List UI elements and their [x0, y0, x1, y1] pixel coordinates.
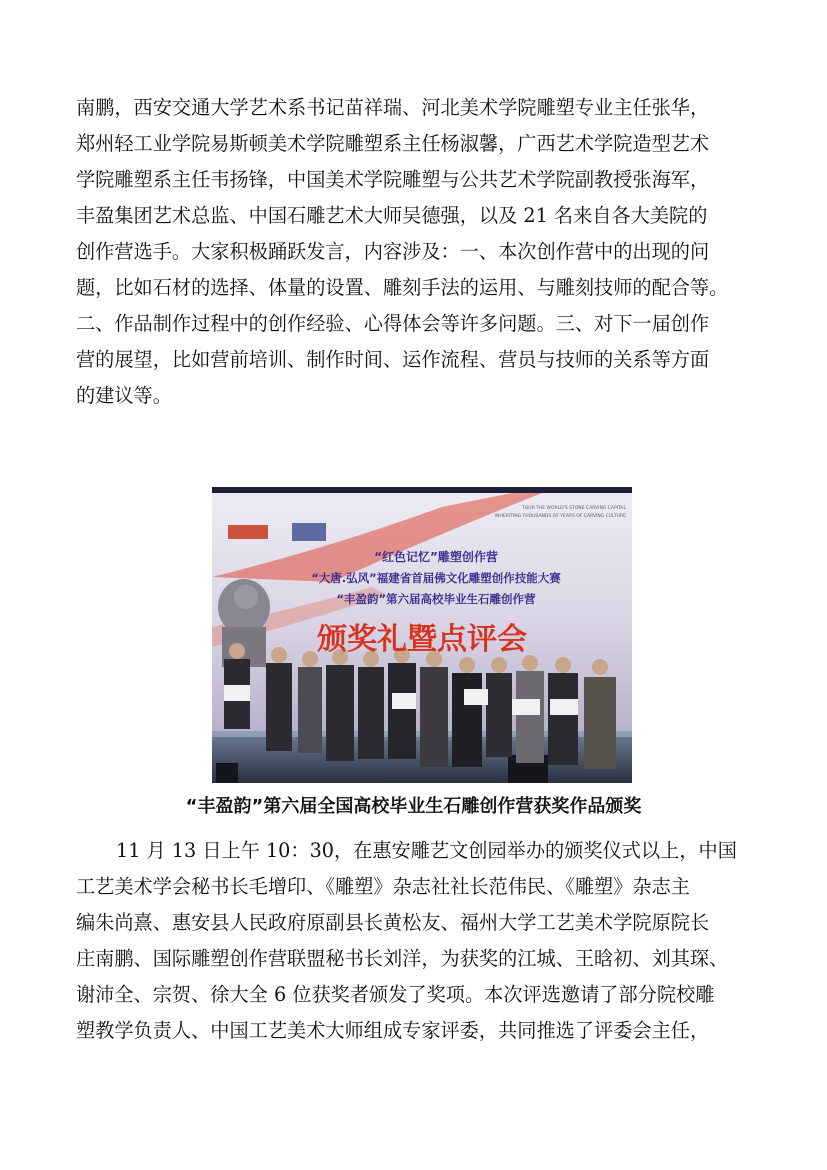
banner-title: 颁奖礼暨点评会 — [317, 622, 527, 657]
text-line: 编朱尚熹、惠安县人民政府原副县长黄松友、福州大学工艺美术学院原院长 — [76, 911, 710, 934]
banner-line3: “丰盈韵”第六届高校毕业生石雕创作营 — [336, 592, 536, 606]
text-line: 工艺美术学会秘书长毛增印、《雕塑》杂志社社长范伟民、《雕塑》杂志主 — [76, 875, 690, 898]
text-line: 丰盈集团艺术总监、中国石雕艺术大师吴德强，以及 21 名来自各大美院的 — [76, 204, 708, 227]
award-ceremony-photo — [212, 487, 632, 783]
logo-left-icon — [228, 525, 268, 539]
text-line: 郑州轻工业学院易斯顿美术学院雕塑系主任杨淑馨，广西艺术学院造型艺术 — [76, 132, 710, 155]
banner-line2: “大唐.弘风”福建省首届佛文化雕塑创作技能大赛 — [311, 571, 561, 585]
text-line: 营的展望，比如营前培训、制作时间、运作流程、营员与技师的关系等方面 — [76, 348, 710, 371]
text-line: 塑教学负责人、中国工艺美术大师组成专家评委，共同推选了评委会主任， — [76, 1019, 710, 1042]
text-line: 学院雕塑系主任韦扬锋，中国美术学院雕塑与公共艺术学院副教授张海军， — [76, 168, 710, 191]
text-line: 庄南鹏、国际雕塑创作营联盟秘书长刘洋，为获奖的江城、王晗初、刘其琛、 — [76, 947, 729, 970]
text-line: 题，比如石材的选择、体量的设置、雕刻手法的运用、与雕刻技师的配合等。 — [76, 276, 729, 299]
text-line: 创作营选手。大家积极踊跃发言，内容涉及：一、本次创作营中的出现的问 — [76, 240, 710, 263]
paragraph-award — [76, 833, 752, 1049]
text-line: 南鹏，西安交通大学艺术系书记苗祥瑞、河北美术学院雕塑专业主任张华， — [76, 96, 710, 119]
english-line2: INHERITING THOUSANDS OF YEARS OF CARVING CULTURE — [494, 514, 626, 519]
paragraph-discussion — [76, 90, 752, 414]
text-line: 的建议等。 — [76, 384, 172, 407]
english-line1: TOUR THE WORLD'S STONE CARVING CAPITAL — [522, 506, 626, 511]
logo-right-icon — [292, 523, 326, 541]
text-line: 11 月 13 日上午 10：30，在惠安雕艺文创园举办的颁奖仪式以上，中国 — [116, 839, 737, 862]
banner-line1: “红色记忆”雕塑创作营 — [374, 550, 498, 564]
photo-caption: “丰盈韵”第六届全国高校毕业生石雕创作营获奖作品颁奖 — [185, 796, 642, 817]
text-line: 二、作品制作过程中的创作经验、心得体会等许多问题。三、对下一届创作 — [76, 312, 710, 335]
text-line: 谢沛全、宗贺、徐大全 6 位获奖者颁发了奖项。本次评选邀请了部分院校雕 — [76, 983, 715, 1006]
